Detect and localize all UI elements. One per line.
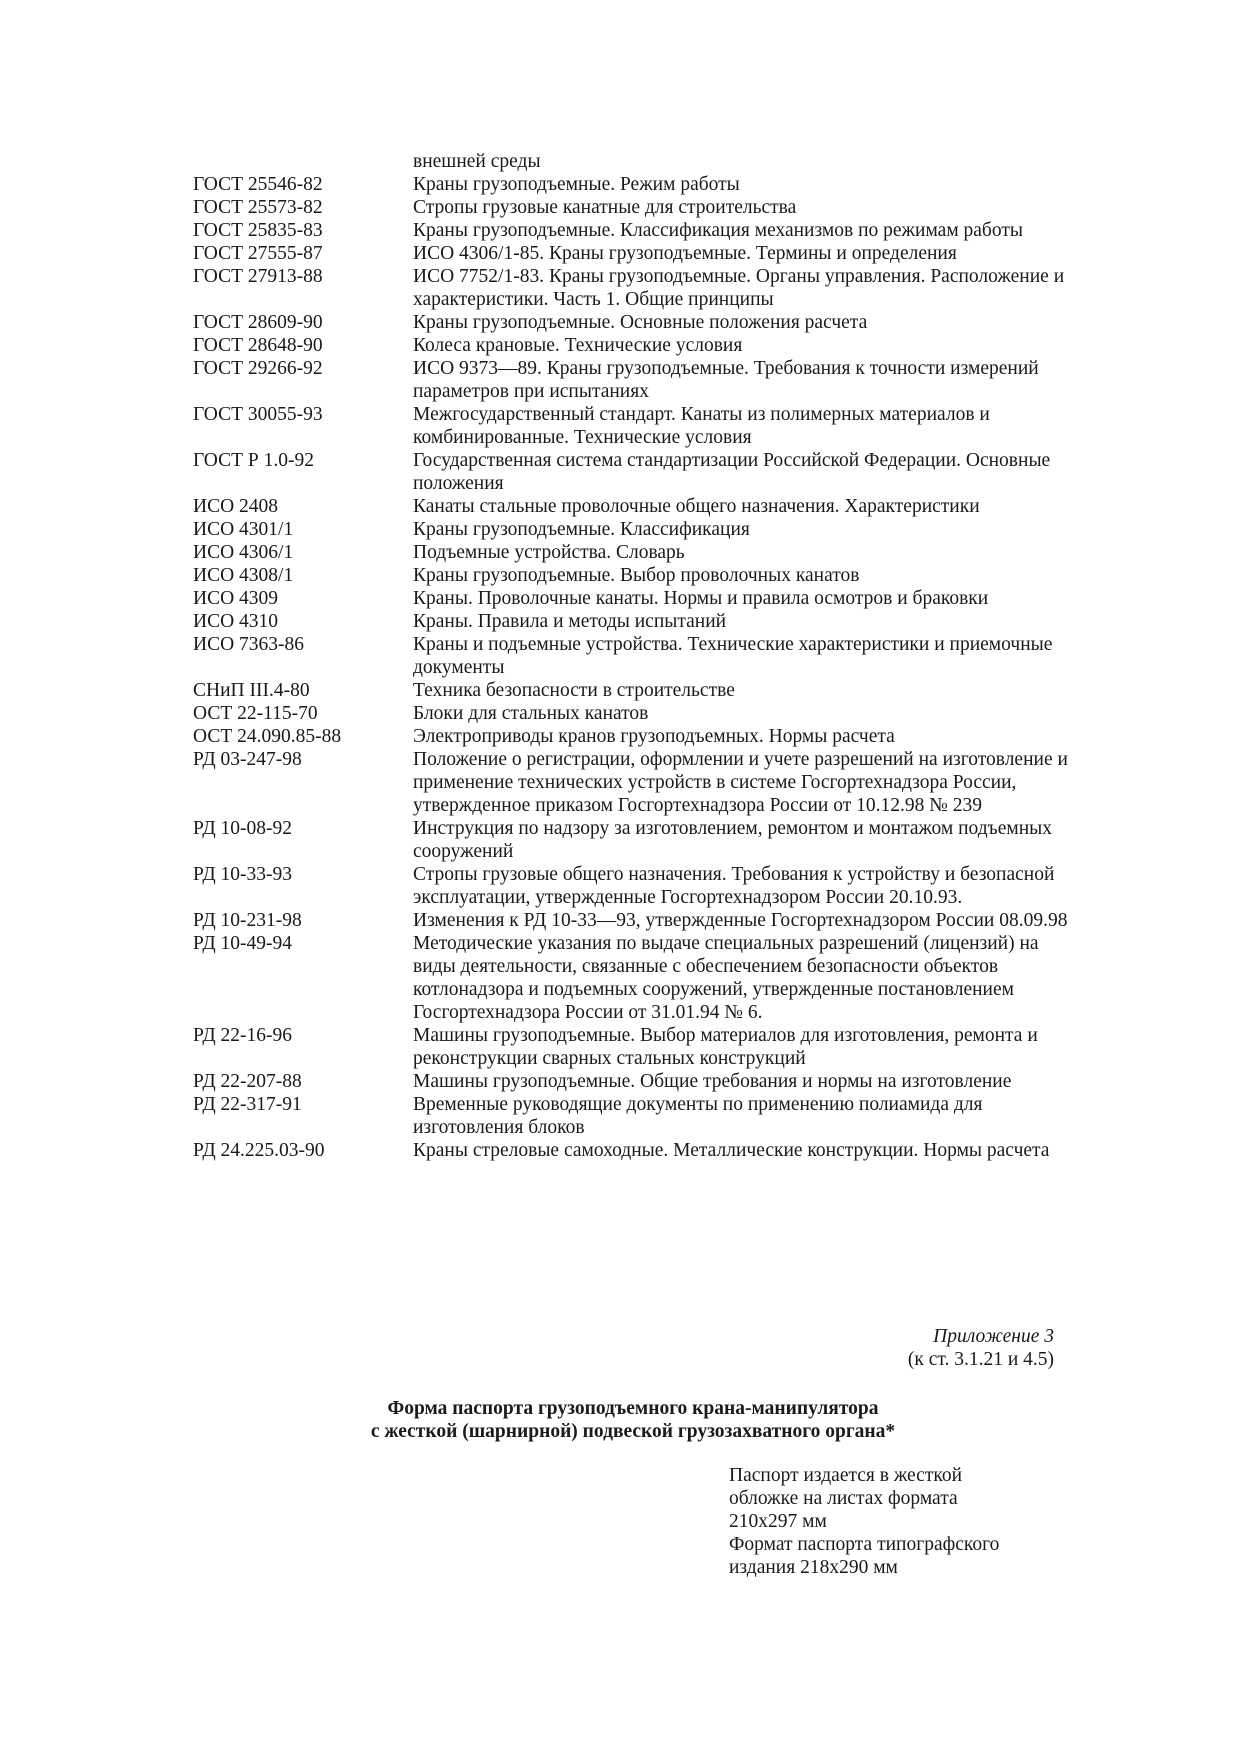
reference-code: ГОСТ 25835-83	[193, 220, 323, 241]
reference-row	[193, 1024, 1073, 1070]
reference-description: Межгосударственный стандарт. Канаты из полимерных материалов и комбинированные. Технические условия	[413, 404, 990, 448]
reference-code: СНиП III.4-80	[193, 680, 310, 701]
reference-description: Подъемные устройства. Словарь	[413, 542, 685, 563]
reference-description: Изменения к РД 10-33—93, утвержденные Госгортехнадзором России 08.09.98	[413, 910, 1068, 931]
reference-code: ИСО 4310	[193, 611, 279, 632]
reference-code: ОСТ 24.090.85-88	[193, 726, 342, 747]
reference-code: РД 22-207-88	[193, 1071, 302, 1092]
reference-description: Государственная система стандартизации Российской Федерации. Основные положения	[413, 450, 1051, 494]
reference-description: Колеса крановые. Технические условия	[413, 335, 743, 356]
reference-row	[193, 1093, 1073, 1139]
reference-description: Машины грузоподъемные. Выбор материалов для изготовления, ремонта и реконструкции сварных стальных конструкций	[413, 1025, 1038, 1069]
reference-row	[193, 748, 1073, 817]
passport-note-line: издания 218х290 мм	[729, 1557, 898, 1578]
reference-description: внешней среды	[413, 151, 541, 172]
reference-code: РД 03-247-98	[193, 749, 302, 770]
reference-row	[193, 909, 1073, 932]
reference-code: ГОСТ 25546-82	[193, 174, 323, 195]
passport-note	[729, 1464, 1074, 1579]
reference-code: РД 10-33-93	[193, 864, 293, 885]
reference-description: Электроприводы кранов грузоподъемных. Нормы расчета	[413, 726, 895, 747]
reference-code: ИСО 7363-86	[193, 634, 305, 655]
passport-note-line: Паспорт издается в жесткой	[729, 1465, 963, 1486]
reference-row	[193, 150, 1073, 173]
reference-description: Краны. Правила и методы испытаний	[413, 611, 727, 632]
reference-description: Методические указания по выдаче специальных разрешений (лицензий) на виды деятельности, связанные с обеспечением безопасности объектов котлонадзора и подъемных сооружений, утвержденные постановлением Госгортехнадзора России от 31.01.94 № 6.	[413, 933, 1039, 1023]
reference-code: ГОСТ 28648-90	[193, 335, 323, 356]
reference-row	[193, 817, 1073, 863]
reference-code: РД 10-49-94	[193, 933, 293, 954]
reference-description: Временные руководящие документы по применению полиамида для изготовления блоков	[413, 1094, 983, 1138]
reference-description: Краны грузоподъемные. Классификация механизмов по режимам работы	[413, 220, 1023, 241]
appendix-label: Приложение 3	[933, 1326, 1054, 1347]
reference-description: Стропы грузовые канатные для строительства	[413, 197, 797, 218]
reference-description: Машины грузоподъемные. Общие требования и нормы на изготовление	[413, 1071, 1012, 1092]
passport-note-line: Формат паспорта типографского	[729, 1534, 1000, 1555]
reference-code: ГОСТ 25573-82	[193, 197, 323, 218]
reference-row	[193, 196, 1073, 219]
reference-description: Краны грузоподъемные. Классификация	[413, 519, 750, 540]
reference-code: ИСО 4309	[193, 588, 279, 609]
reference-code: ИСО 2408	[193, 496, 279, 517]
form-title-line-1: Форма паспорта грузоподъемного крана-манипулятора	[387, 1398, 879, 1419]
reference-row	[193, 242, 1073, 265]
reference-description: Стропы грузовые общего назначения. Требования к устройству и безопасной эксплуатации, утвержденные Госгортехнадзором России 20.10.93.	[413, 864, 1055, 908]
reference-row	[193, 265, 1073, 311]
reference-row	[193, 541, 1073, 564]
reference-row	[193, 357, 1073, 403]
reference-code: ИСО 4301/1	[193, 519, 294, 540]
reference-description: Канаты стальные проволочные общего назначения. Характеристики	[413, 496, 980, 517]
reference-code: ГОСТ Р 1.0-92	[193, 450, 314, 471]
reference-list	[193, 150, 1073, 1162]
reference-row	[193, 702, 1073, 725]
form-title	[193, 1397, 1073, 1443]
reference-description: Техника безопасности в строительстве	[413, 680, 735, 701]
passport-note-line: обложке на листах формата	[729, 1488, 958, 1509]
reference-row	[193, 932, 1073, 1024]
reference-description: Положение о регистрации, оформлении и учете разрешений на изготовление и применение технических устройств в системе Госгортехнадзора России, утвержденное приказом Госгортехнадзора России от 10.12.98 № 239	[413, 749, 1068, 816]
reference-row	[193, 1139, 1073, 1162]
reference-description: Краны стреловые самоходные. Металлические конструкции. Нормы расчета	[413, 1140, 1050, 1161]
reference-row	[193, 518, 1073, 541]
reference-code: ГОСТ 29266-92	[193, 358, 323, 379]
reference-description: Краны грузоподъемные. Режим работы	[413, 174, 740, 195]
reference-description: Краны грузоподъемные. Основные положения расчета	[413, 312, 868, 333]
reference-description: Блоки для стальных канатов	[413, 703, 649, 724]
reference-description: Краны и подъемные устройства. Технические характеристики и приемочные документы	[413, 634, 1053, 678]
reference-code: РД 22-16-96	[193, 1025, 293, 1046]
reference-description: Краны грузоподъемные. Выбор проволочных канатов	[413, 565, 860, 586]
reference-code: ИСО 4306/1	[193, 542, 294, 563]
reference-description: ИСО 4306/1-85. Краны грузоподъемные. Термины и определения	[413, 243, 957, 264]
reference-description: ИСО 7752/1-83. Краны грузоподъемные. Органы управления. Расположение и характеристики. Часть 1. Общие принципы	[413, 266, 1065, 310]
reference-description: ИСО 9373—89. Краны грузоподъемные. Требования к точности измерений параметров при испытаниях	[413, 358, 1039, 402]
reference-row	[193, 564, 1073, 587]
reference-row	[193, 633, 1073, 679]
reference-row	[193, 495, 1073, 518]
reference-code: ОСТ 22-115-70	[193, 703, 318, 724]
reference-code: РД 10-231-98	[193, 910, 302, 931]
reference-row	[193, 725, 1073, 748]
appendix-header	[908, 1325, 1054, 1371]
reference-code: ГОСТ 30055-93	[193, 404, 323, 425]
reference-row	[193, 334, 1073, 357]
reference-row	[193, 1070, 1073, 1093]
reference-row	[193, 173, 1073, 196]
reference-description: Краны. Проволочные канаты. Нормы и правила осмотров и браковки	[413, 588, 989, 609]
reference-row	[193, 403, 1073, 449]
reference-code: ИСО 4308/1	[193, 565, 294, 586]
reference-row	[193, 449, 1073, 495]
reference-code: ГОСТ 27913-88	[193, 266, 323, 287]
reference-description: Инструкция по надзору за изготовлением, ремонтом и монтажом подъемных сооружений	[413, 818, 1053, 862]
reference-code: ГОСТ 28609-90	[193, 312, 323, 333]
reference-code: РД 24.225.03-90	[193, 1140, 325, 1161]
appendix-reference: (к ст. 3.1.21 и 4.5)	[907, 1349, 1054, 1370]
reference-code: РД 10-08-92	[193, 818, 293, 839]
reference-code: ГОСТ 27555-87	[193, 243, 323, 264]
reference-row	[193, 679, 1073, 702]
reference-row	[193, 863, 1073, 909]
reference-row	[193, 219, 1073, 242]
reference-row	[193, 610, 1073, 633]
reference-code	[193, 150, 413, 173]
reference-code: РД 22-317-91	[193, 1094, 302, 1115]
passport-note-line: 210х297 мм	[729, 1511, 827, 1532]
form-title-line-2: с жесткой (шарнирной) подвеской грузозахватного органа*	[370, 1421, 896, 1442]
reference-row	[193, 311, 1073, 334]
reference-row	[193, 587, 1073, 610]
